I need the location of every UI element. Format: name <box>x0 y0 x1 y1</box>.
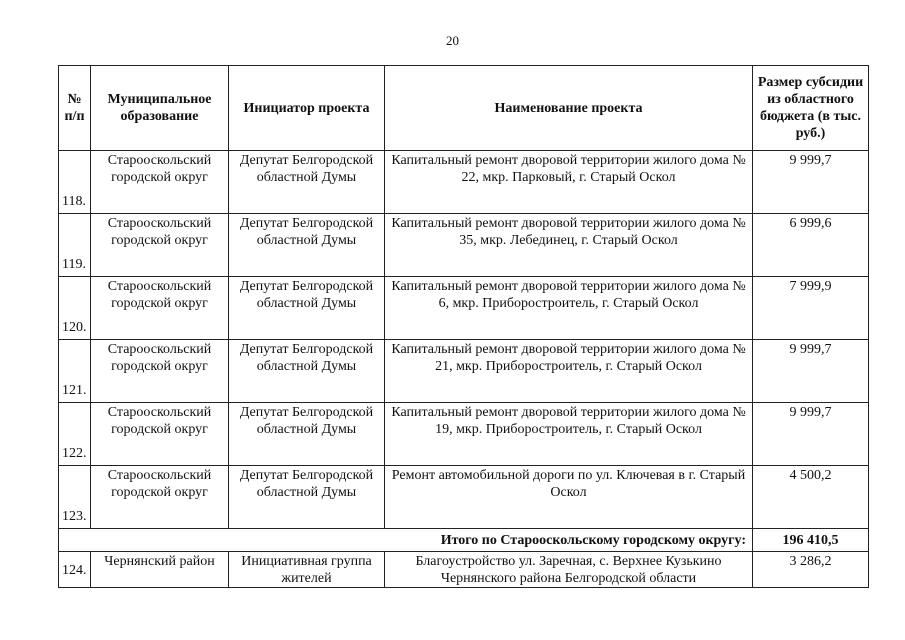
row-subsidy: 9 999,7 <box>753 340 869 403</box>
page-number: 20 <box>446 33 459 48</box>
row-initiator: Депутат Белгородской областной Думы <box>229 151 385 214</box>
row-municipality: Старооскольский городской округ <box>91 214 229 277</box>
total-value: 196 410,5 <box>753 529 869 552</box>
table-row <box>59 403 869 466</box>
row-number: 118. <box>59 151 91 214</box>
subsidy-table <box>58 65 869 588</box>
row-project: Капитальный ремонт дворовой территории жилого дома № 19, мкр. Приборостроитель, г. Старый Оскол <box>385 403 753 466</box>
row-initiator: Депутат Белгородской областной Думы <box>229 214 385 277</box>
row-number: 124. <box>59 552 91 588</box>
header-project: Наименование проекта <box>385 66 753 151</box>
table-header-row <box>59 66 869 151</box>
row-municipality: Старооскольский городской округ <box>91 151 229 214</box>
header-subsidy: Размер субсидии из областного бюджета (в тыс. руб.) <box>753 66 869 151</box>
row-project: Ремонт автомобильной дороги по ул. Ключевая в г. Старый Оскол <box>385 466 753 529</box>
row-initiator: Депутат Белгородской областной Думы <box>229 466 385 529</box>
row-subsidy: 9 999,7 <box>753 151 869 214</box>
total-row <box>59 529 869 552</box>
row-subsidy: 3 286,2 <box>753 552 869 588</box>
row-number: 123. <box>59 466 91 529</box>
row-initiator: Депутат Белгородской областной Думы <box>229 340 385 403</box>
row-number: 120. <box>59 277 91 340</box>
row-project: Благоустройство ул. Заречная, с. Верхнее Кузькино Чернянского района Белгородской области <box>385 552 753 588</box>
header-initiator: Инициатор проекта <box>229 66 385 151</box>
row-number: 122. <box>59 403 91 466</box>
row-number: 119. <box>59 214 91 277</box>
row-project: Капитальный ремонт дворовой территории жилого дома № 21, мкр. Приборостроитель, г. Старый Оскол <box>385 340 753 403</box>
row-subsidy: 4 500,2 <box>753 466 869 529</box>
row-project: Капитальный ремонт дворовой территории жилого дома № 35, мкр. Лебединец, г. Старый Оскол <box>385 214 753 277</box>
row-subsidy: 9 999,7 <box>753 403 869 466</box>
row-number: 121. <box>59 340 91 403</box>
row-municipality: Старооскольский городской округ <box>91 277 229 340</box>
table-row <box>59 552 869 588</box>
header-num: № п/п <box>59 66 91 151</box>
table-row <box>59 277 869 340</box>
row-project: Капитальный ремонт дворовой территории жилого дома № 6, мкр. Приборостроитель, г. Старый Оскол <box>385 277 753 340</box>
row-initiator: Депутат Белгородской областной Думы <box>229 277 385 340</box>
row-municipality: Старооскольский городской округ <box>91 403 229 466</box>
row-subsidy: 7 999,9 <box>753 277 869 340</box>
row-initiator: Инициативная группа жителей <box>229 552 385 588</box>
row-municipality: Старооскольский городской округ <box>91 340 229 403</box>
table-row <box>59 466 869 529</box>
header-municipality: Муниципальное образование <box>91 66 229 151</box>
row-municipality: Чернянский район <box>91 552 229 588</box>
row-municipality: Старооскольский городской округ <box>91 466 229 529</box>
row-subsidy: 6 999,6 <box>753 214 869 277</box>
total-label: Итого по Старооскольскому городскому округу: <box>59 529 753 552</box>
table-row <box>59 214 869 277</box>
table-row <box>59 340 869 403</box>
row-project: Капитальный ремонт дворовой территории жилого дома № 22, мкр. Парковый, г. Старый Оскол <box>385 151 753 214</box>
table-row <box>59 151 869 214</box>
row-initiator: Депутат Белгородской областной Думы <box>229 403 385 466</box>
